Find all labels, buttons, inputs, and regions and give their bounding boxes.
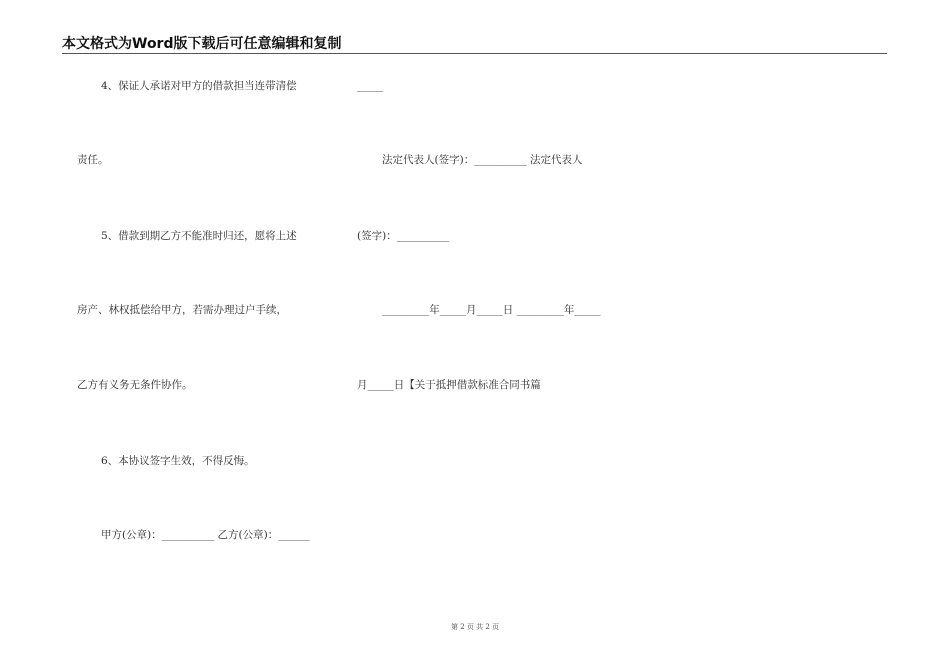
legal-rep-signature-line: 法定代表人(签字)：__________ 法定代表人: [382, 154, 583, 166]
clause-4-line-1: 4、保证人承诺对甲方的借款担当连带清偿: [101, 80, 297, 92]
signature-line: (签字)：__________: [357, 230, 450, 242]
document-header-title: 本文格式为Word版下载后可任意编辑和复制: [62, 36, 342, 52]
party-seal-line: 甲方(公章)：__________ 乙方(公章)：______: [101, 529, 310, 541]
header-divider: [62, 53, 887, 54]
clause-6-line: 6、本协议签字生效，不得反悔。: [101, 455, 255, 467]
blank-line: _____: [357, 80, 384, 92]
date-line: _________年_____月_____日 _________年_____: [382, 304, 601, 316]
clause-5-line-1: 5、借款到期乙方不能准时归还，愿将上述: [101, 230, 297, 242]
clause-5-line-3: 乙方有义务无条件协作。: [77, 379, 193, 391]
page-number: 第 2 页 共 2 页: [450, 623, 500, 631]
clause-4-line-2: 责任。: [77, 154, 109, 166]
clause-5-line-2: 房产、林权抵偿给甲方，若需办理过户手续，: [77, 304, 287, 316]
date-line-continued: 月_____日【关于抵押借款标准合同书篇: [357, 379, 541, 391]
